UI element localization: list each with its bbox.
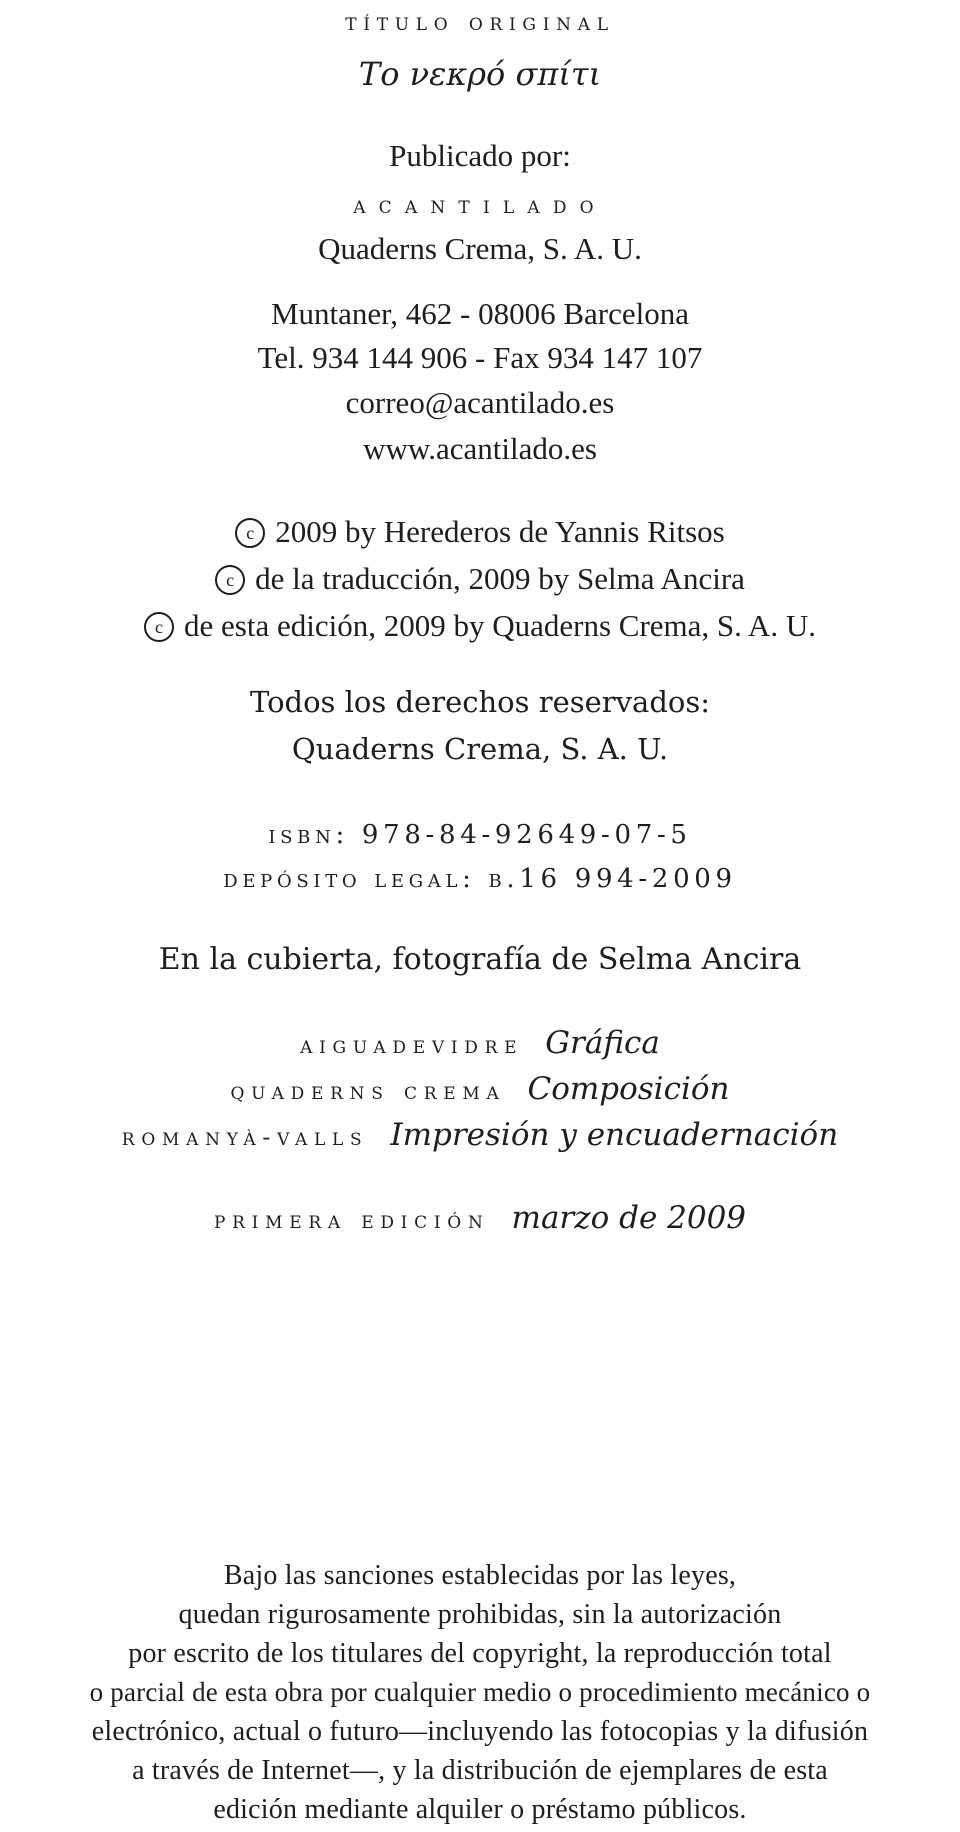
rights-line-2: Quaderns Crema, S. A. U. — [291, 732, 669, 766]
copyright-line-translation: c de la traducción, 2009 by Selma Ancira — [0, 563, 960, 595]
publisher-name: acantilado — [353, 191, 607, 219]
deposito-legal: depósito legal: b.16 994-2009 — [223, 864, 737, 894]
publisher-email: correo@acantilado.es — [345, 385, 615, 420]
cover-note: En la cubierta, fotografía de Selma Ancira — [158, 942, 802, 977]
credit-row-design — [0, 1025, 960, 1061]
edition-label: primera edición — [213, 1206, 490, 1234]
publisher-phone-fax: Tel. 934 144 906 - Fax 934 147 107 — [257, 340, 703, 375]
copyright-icon: c — [144, 612, 174, 642]
copyright-icon: c — [215, 565, 245, 595]
legal-notice-line: por escrito de los titulares del copyright, la reproducción total — [128, 1638, 832, 1669]
legal-notice-line: edición mediante alquiler o préstamo públicos. — [213, 1794, 747, 1825]
legal-notice-line: quedan rigurosamente prohibidas, sin la autorización — [178, 1599, 782, 1630]
credit-role: Impresión y encuadernación — [390, 1117, 839, 1153]
copyright-line-author: c 2009 by Herederos de Yannis Ritsos — [0, 516, 960, 548]
legal-notice-line: o parcial de esta obra por cualquier medio o procedimiento mecánico o — [89, 1677, 871, 1707]
rights-line-1: Todos los derechos reservados: — [249, 685, 711, 719]
credit-row-printing — [0, 1117, 960, 1153]
publisher-intro: Publicado por: — [389, 138, 571, 173]
isbn: isbn: 978-84-92649-07-5 — [268, 820, 692, 850]
credit-name: aiguadevidre — [300, 1031, 524, 1059]
credit-row-composition — [0, 1071, 960, 1107]
credit-name: quaderns crema — [230, 1077, 506, 1105]
legal-notice-line: Bajo las sanciones establecidas por las leyes, — [223, 1560, 737, 1591]
copyright-line-edition: c de esta edición, 2009 by Quaderns Crema, S. A. U. — [0, 610, 960, 642]
edition-row — [0, 1200, 960, 1236]
publisher-address: Muntaner, 462 - 08006 Barcelona — [270, 296, 689, 331]
credit-name: romanyà-valls — [121, 1123, 369, 1151]
publisher-company: Quaderns Crema, S. A. U. — [318, 231, 642, 266]
edition-date: marzo de 2009 — [511, 1200, 747, 1236]
credit-role: Composición — [527, 1071, 730, 1107]
original-title: Το νεκρό σπίτι — [358, 55, 602, 93]
credit-role: Gráfica — [545, 1025, 660, 1061]
legal-notice-line: electrónico, actual o futuro—incluyendo las fotocopias y la difusión — [91, 1716, 869, 1747]
publisher-website: www.acantilado.es — [363, 431, 597, 466]
copyright-icon: c — [235, 518, 265, 548]
legal-notice-line: a través de Internet—, y la distribución de ejemplares de esta — [132, 1755, 828, 1786]
original-title-label: título original — [345, 8, 615, 36]
